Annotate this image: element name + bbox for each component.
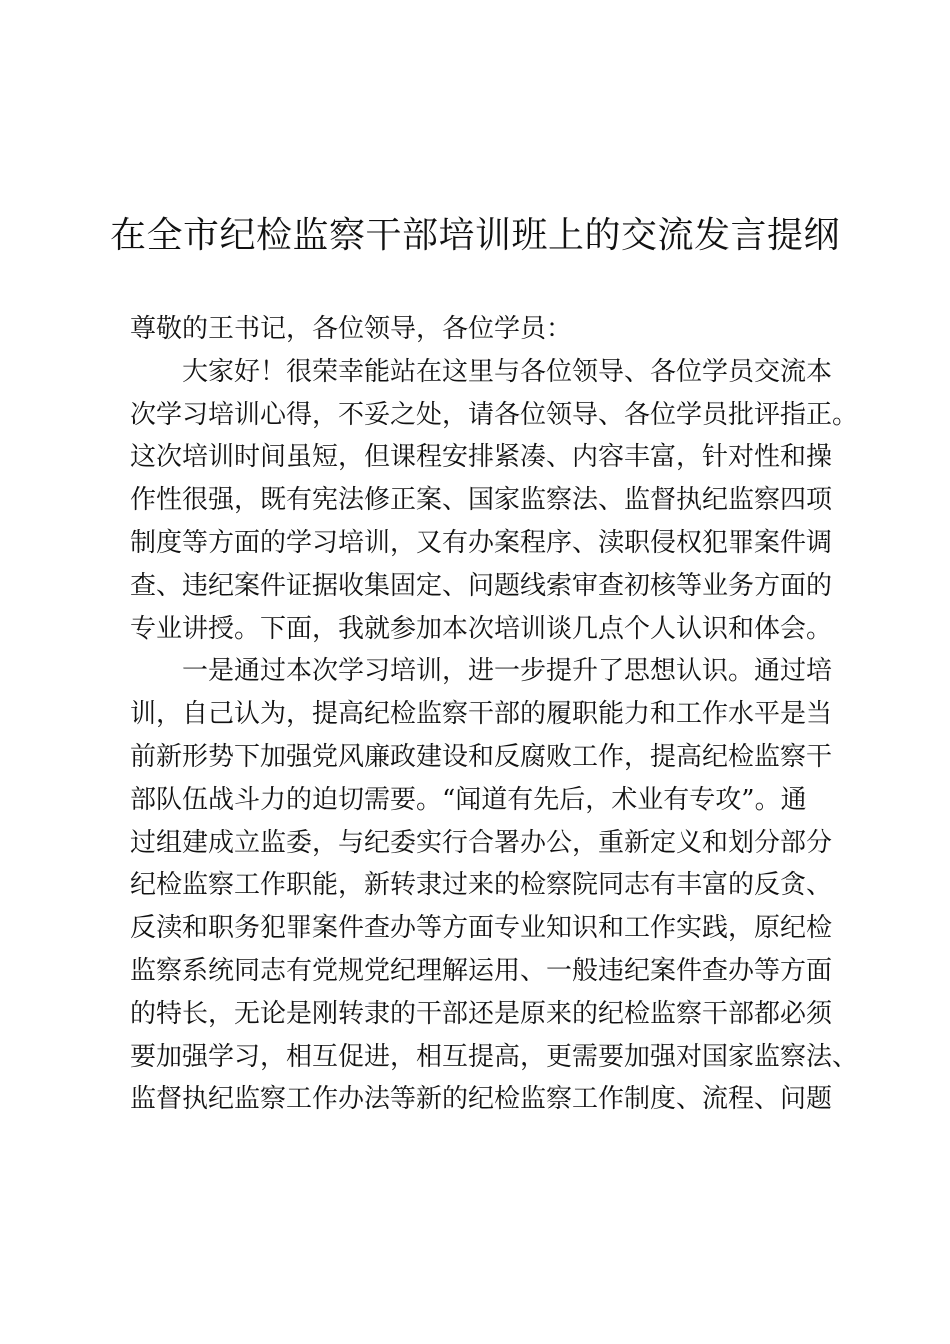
text-line: 制度等方面的学习培训，又有办案程序、渎职侵权犯罪案件调 xyxy=(130,527,833,558)
text-line: 的特长，无论是刚转隶的干部还是原来的纪检监察干部都必须 xyxy=(130,998,833,1029)
text-line: 大家好！很荣幸能站在这里与各位领导、各位学员交流本 xyxy=(182,356,833,387)
text-line: 过组建成立监委，与纪委实行合署办公，重新定义和划分部分 xyxy=(130,827,833,858)
text-line: 前新形势下加强党风廉政建设和反腐败工作，提高纪检监察干 xyxy=(130,741,833,772)
paragraph-lines xyxy=(130,351,860,1121)
text-line: 纪检监察工作职能，新转隶过来的检察院同志有丰富的反贪、 xyxy=(130,870,833,901)
salutation: 尊敬的王书记，各位领导，各位学员： xyxy=(130,314,573,344)
text-line: 部队伍战斗力的迫切需要。“闻道有先后，术业有专攻”。通 xyxy=(130,784,807,815)
text-line: 作性很强，既有宪法修正案、国家监察法、监督执纪监察四项 xyxy=(130,485,833,516)
document-body xyxy=(130,308,860,1121)
text-line: 次学习培训心得，不妥之处，请各位领导、各位学员批评指正。 xyxy=(130,399,859,430)
text-line: 专业讲授。下面，我就参加本次培训谈几点个人认识和体会。 xyxy=(130,613,833,644)
document-title: 在全市纪检监察干部培训班上的交流发言提纲 xyxy=(109,215,840,256)
text-line: 训，自己认为，提高纪检监察干部的履职能力和工作水平是当 xyxy=(130,699,833,730)
text-line: 查、违纪案件证据收集固定、问题线索审查初核等业务方面的 xyxy=(130,570,833,601)
text-line: 监督执纪监察工作办法等新的纪检监察工作制度、流程、问题 xyxy=(130,1084,833,1115)
text-line: 反渎和职务犯罪案件查办等方面专业知识和工作实践，原纪检 xyxy=(130,913,833,944)
text-line: 这次培训时间虽短，但课程安排紧凑、内容丰富，针对性和操 xyxy=(130,442,833,473)
text-line: 监察系统同志有党规党纪理解运用、一般违纪案件查办等方面 xyxy=(130,955,833,986)
text-line: 要加强学习，相互促进，相互提高，更需要加强对国家监察法、 xyxy=(130,1041,859,1072)
text-line: 一是通过本次学习培训，进一步提升了思想认识。通过培 xyxy=(182,656,833,687)
